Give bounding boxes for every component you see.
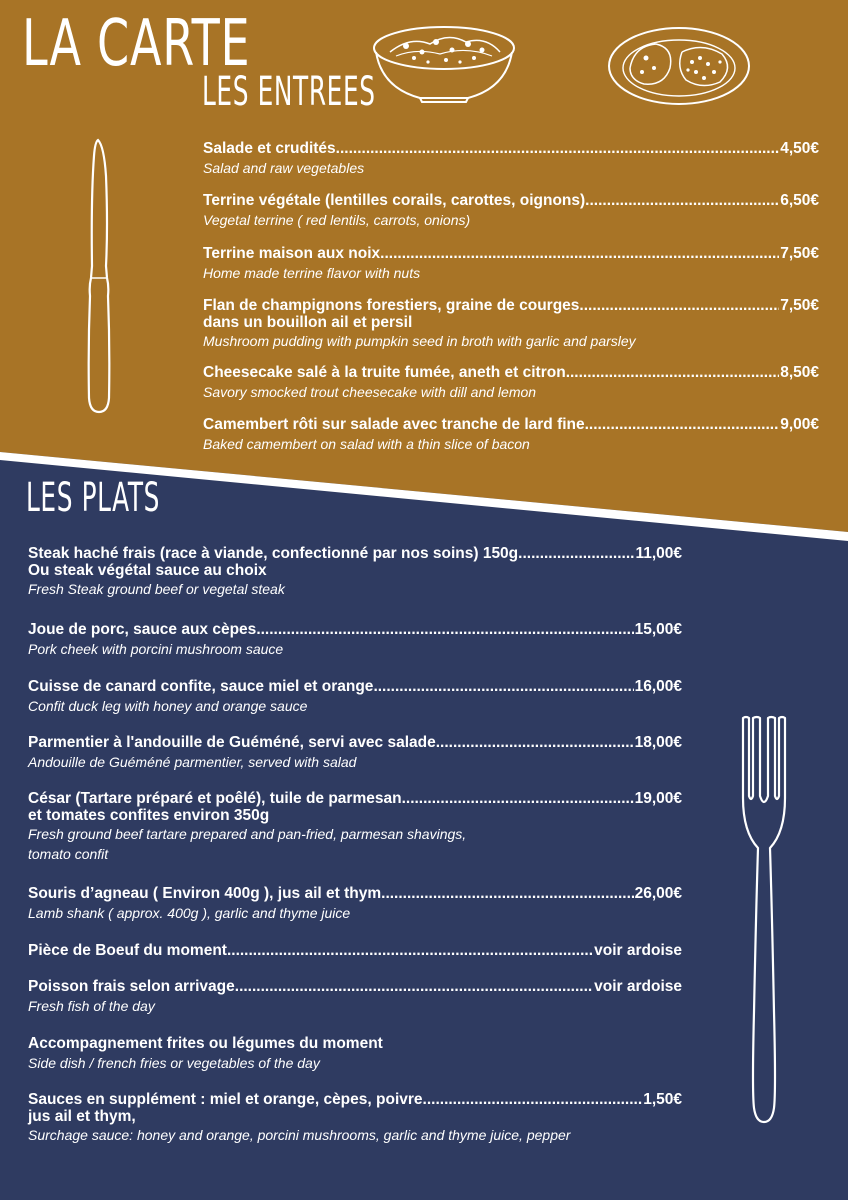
item-description: Surchage sauce: honey and orange, porcini mushrooms, garlic and thyme juice, pepper bbox=[28, 1127, 571, 1143]
item-description: Confit duck leg with honey and orange sauce bbox=[28, 698, 308, 714]
item-description: Fresh Steak ground beef or vegetal steak bbox=[28, 581, 285, 597]
leader-dots bbox=[566, 364, 780, 382]
item-name: Joue de porc, sauce aux cèpes bbox=[28, 621, 257, 638]
item-name: César (Tartare préparé et poêlé), tuile de parmesan bbox=[28, 790, 402, 807]
item-price: 7,50€ bbox=[780, 245, 819, 262]
item-description: Pork cheek with porcini mushroom sauce bbox=[28, 641, 284, 657]
item-name-continued: dans un bouillon ail et persil bbox=[203, 314, 413, 331]
dinner-plate-icon bbox=[604, 24, 754, 108]
item-price: 26,00€ bbox=[634, 885, 682, 902]
knife-icon bbox=[82, 136, 116, 416]
entree-item bbox=[203, 192, 819, 230]
leader-dots bbox=[380, 245, 779, 263]
leader-dots bbox=[518, 545, 634, 563]
item-price: 8,50€ bbox=[780, 364, 819, 381]
item-price: 7,50€ bbox=[780, 297, 819, 314]
entree-item bbox=[203, 364, 819, 402]
item-name: Steak haché frais (race à viande, confectionné par nos soins) 150g bbox=[28, 545, 519, 562]
item-name: Flan de champignons forestiers, graine de courges bbox=[203, 297, 580, 314]
item-description: Baked camembert on salad with a thin slice of bacon bbox=[203, 436, 530, 452]
item-name-continued: jus ail et thym, bbox=[28, 1108, 136, 1125]
item-name-continued: et tomates confites environ 350g bbox=[28, 807, 270, 824]
item-price: voir ardoise bbox=[594, 942, 682, 959]
leader-dots bbox=[227, 942, 593, 960]
item-description: Mushroom pudding with pumpkin seed in broth with garlic and parsley bbox=[203, 333, 636, 349]
leader-dots bbox=[235, 978, 593, 996]
leader-dots bbox=[373, 678, 633, 696]
item-name: Terrine maison aux noix bbox=[203, 245, 381, 262]
plat-item bbox=[28, 1035, 682, 1073]
item-name: Souris d’agneau ( Environ 400g ), jus ail et thym bbox=[28, 885, 382, 902]
plat-item bbox=[28, 1091, 682, 1145]
item-name: Camembert rôti sur salade avec tranche de lard fine bbox=[203, 416, 585, 433]
item-description: Fresh fish of the day bbox=[28, 998, 155, 1014]
entree-item bbox=[203, 297, 819, 351]
item-description: Vegetal terrine ( red lentils, carrots, onions) bbox=[203, 212, 471, 228]
item-name: Salade et crudités bbox=[203, 140, 336, 157]
entree-item bbox=[203, 245, 819, 283]
item-price: 11,00€ bbox=[635, 545, 682, 562]
plat-item bbox=[28, 621, 682, 659]
item-name: Parmentier à l'andouille de Guéméné, servi avec salade bbox=[28, 734, 436, 751]
fork-icon bbox=[738, 712, 790, 1128]
item-price: 4,50€ bbox=[780, 140, 819, 157]
item-description: Home made terrine flavor with nuts bbox=[203, 265, 421, 281]
item-name: Pièce de Boeuf du moment bbox=[28, 942, 227, 959]
plat-item bbox=[28, 545, 682, 599]
leader-dots bbox=[402, 790, 634, 808]
entree-item bbox=[203, 140, 819, 178]
item-price: 9,00€ bbox=[780, 416, 819, 433]
leader-dots bbox=[256, 621, 633, 639]
leader-dots bbox=[585, 416, 780, 434]
plat-item bbox=[28, 885, 682, 923]
item-price: 18,00€ bbox=[634, 734, 682, 751]
item-description: Salad and raw vegetables bbox=[203, 160, 365, 176]
item-name: Terrine végétale (lentilles corails, carottes, oignons) bbox=[203, 192, 586, 209]
item-price: voir ardoise bbox=[594, 978, 682, 995]
leader-dots bbox=[423, 1091, 643, 1109]
leader-dots bbox=[585, 192, 779, 210]
item-price: 19,00€ bbox=[634, 790, 682, 807]
leader-dots bbox=[336, 140, 780, 158]
plat-item bbox=[28, 678, 682, 716]
item-description: Side dish / french fries or vegetables of the day bbox=[28, 1055, 320, 1071]
entree-item bbox=[203, 416, 819, 454]
item-name: Cuisse de canard confite, sauce miel et orange bbox=[28, 678, 374, 695]
item-price: 1,50€ bbox=[643, 1091, 682, 1108]
item-price: 6,50€ bbox=[780, 192, 819, 209]
section-title-plats: LES PLATS bbox=[26, 475, 160, 521]
plat-item bbox=[28, 734, 682, 772]
item-description: Lamb shank ( approx. 400g ), garlic and thyme juice bbox=[28, 905, 351, 921]
leader-dots bbox=[381, 885, 633, 903]
leader-dots bbox=[579, 297, 779, 315]
plat-item bbox=[28, 978, 682, 1016]
item-description: Savory smocked trout cheesecake with dill and lemon bbox=[203, 384, 537, 400]
section-title-entrees: LES ENTREES bbox=[202, 69, 376, 115]
item-name: Accompagnement frites ou légumes du moment bbox=[28, 1035, 383, 1052]
salad-bowl-icon bbox=[370, 22, 518, 104]
item-description-continued: tomato confit bbox=[28, 846, 109, 862]
item-name: Poisson frais selon arrivage bbox=[28, 978, 235, 995]
item-name: Sauces en supplément : miel et orange, cèpes, poivre bbox=[28, 1091, 423, 1108]
leader-dots bbox=[436, 734, 634, 752]
plat-item bbox=[28, 790, 682, 864]
item-price: 15,00€ bbox=[634, 621, 682, 638]
item-description: Andouille de Guéméné parmentier, served with salad bbox=[28, 754, 357, 770]
item-name: Cheesecake salé à la truite fumée, aneth et citron bbox=[203, 364, 566, 381]
item-price: 16,00€ bbox=[634, 678, 682, 695]
item-description: Fresh ground beef tartare prepared and pan-fried, parmesan shavings, bbox=[28, 826, 467, 842]
item-name-continued: Ou steak végétal sauce au choix bbox=[28, 562, 267, 579]
plat-item bbox=[28, 942, 682, 960]
page-title: LA CARTE bbox=[22, 7, 251, 81]
